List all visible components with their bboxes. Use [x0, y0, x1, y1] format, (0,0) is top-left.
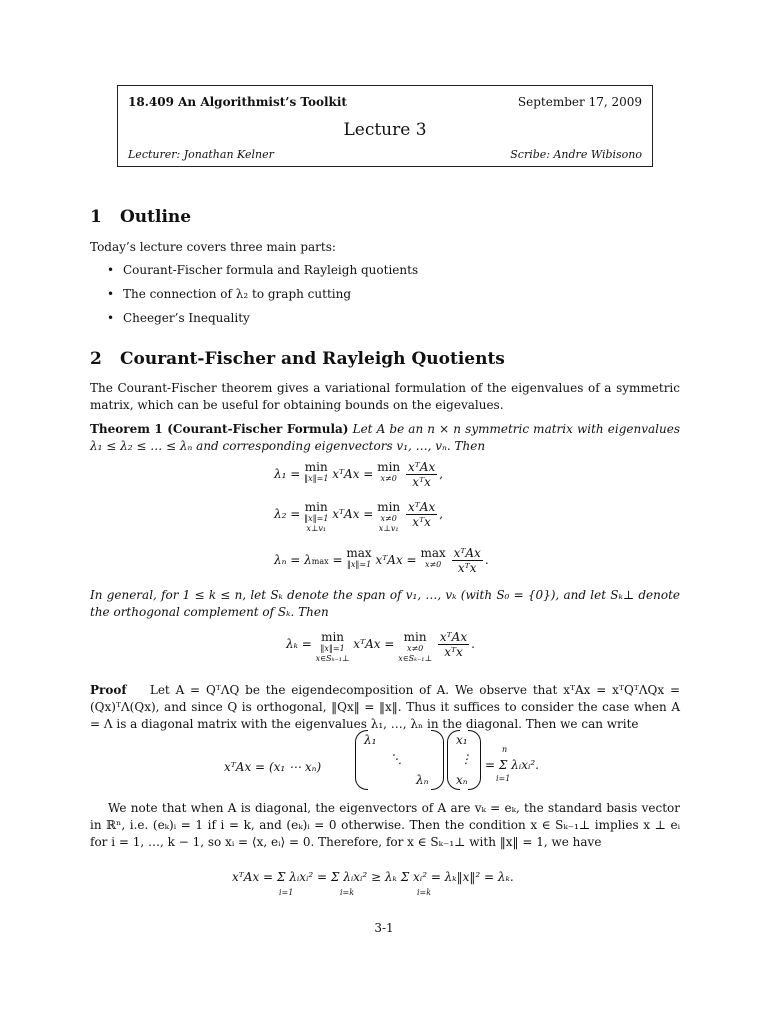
list-item: • Courant-Fischer formula and Rayleigh quotients: [105, 262, 418, 286]
limit-text: ‖x‖=1: [346, 560, 372, 569]
eq-middle: xᵀAx =: [332, 507, 378, 521]
section-number: 1: [90, 207, 102, 227]
min-word: min: [403, 630, 427, 644]
punctuation: ,: [439, 507, 444, 521]
limit-text: x≠0: [406, 644, 424, 653]
limit-text: x∈Sₖ₋₁⊥: [315, 654, 350, 663]
eq-lhs: λ₂ =: [274, 507, 305, 521]
numerator: xᵀAx: [439, 630, 468, 644]
min-operator: [377, 500, 400, 534]
section-title: Outline: [120, 207, 192, 227]
header-top-row: [128, 95, 642, 109]
limit-text: x≠0: [380, 514, 397, 523]
max-operator: [420, 546, 445, 570]
equation-lambdak: [286, 630, 475, 664]
equation-final: xᵀAx = Σ λᵢxᵢ² = Σ λᵢxᵢ² ≥ λₖ Σ xᵢ² = λₖ‖x‖² = λₖ.: [232, 870, 514, 884]
theorem-1: [90, 421, 680, 455]
min-operator: [316, 630, 350, 664]
lecturer-name: Lecturer: Jonathan Kelner: [128, 148, 274, 161]
numerator: xᵀAx: [453, 546, 481, 560]
proof-label: Proof: [90, 683, 127, 697]
limit-text: x⊥v₁: [306, 524, 327, 533]
eq-middle: xᵀAx =: [332, 467, 378, 481]
section2-intro: The Courant-Fischer theorem gives a variational formulation of the eigenvalues of a symmetric matrix, which can be useful for obtaining bounds on the eigevalues.: [90, 381, 680, 412]
col-entry-xn: xₙ: [456, 773, 468, 787]
diag-dots: ⋱: [390, 752, 402, 766]
rayleigh-fraction: [438, 630, 469, 659]
equation-lambdan: λₙ = λmax = max ‖x‖=1 xᵀAx = max x≠0 $\frac{\text{xᵀAx}}{\text{xᵀx}}$ .: [274, 546, 489, 575]
limit-text: ‖x‖=1: [304, 474, 329, 483]
vector-right-paren: [468, 730, 481, 790]
equation-lambda1: [274, 460, 443, 489]
limit-text: x≠0: [424, 560, 442, 569]
col-entry-x1: x₁: [456, 733, 468, 747]
numerator: xᵀAx: [407, 460, 436, 474]
subscript-max: max: [311, 557, 329, 566]
eq-middle: xᵀAx =: [375, 553, 421, 567]
max-operator: [346, 546, 371, 570]
proof-text: Let A = QᵀΛQ be the eigendecomposition of A. We observe that xᵀAx = xᵀQᵀΛQx = (Qx)ᵀΛ(Qx), and since Q is orthogonal, ‖Qx‖ = ‖x‖. Thus it suffices to consider the case when A = Λ is a diagonal matrix with the eigenvalues λ₁, …, λₙ in the diagonal. Then we can write: [90, 683, 680, 731]
diagonal-note: We note that when A is diagonal, the eigenvectors of A are vₖ = eₖ, the standard basis vector in ℝⁿ, i.e. (eₖ)ᵢ = 1 if i = k, and (eₖ)ᵢ = 0 otherwise. Then the condition x ∈ Sₖ₋₁⊥ implies x ⊥ eᵢ for i = 1, …, k − 1, so xᵢ = ⟨x, eᵢ⟩ = 0. Therefore, for x ∈ Sₖ₋₁⊥ with ‖x‖ = 1, we have: [90, 801, 680, 849]
max-word: max: [420, 546, 446, 560]
eq-lhs: λₖ =: [286, 637, 316, 651]
limit-text: ‖x‖=1: [304, 514, 329, 523]
min-operator: [304, 460, 328, 484]
min-word: min: [377, 500, 401, 514]
denominator: xᵀx: [412, 475, 431, 489]
lecture-header-box: [117, 85, 653, 167]
sum-lower-limit: i=k: [340, 888, 355, 897]
max-word: max: [346, 546, 372, 560]
sum-expression: = Σ λᵢxᵢ².: [485, 758, 539, 772]
eq-middle: xᵀAx =: [353, 637, 399, 651]
limit-text: x≠0: [380, 474, 397, 483]
eq-lhs: λ₁ =: [274, 467, 305, 481]
course-title: 18.409 An Algorithmist’s Toolkit: [128, 95, 347, 109]
theorem-title: Theorem 1 (Courant-Fischer Formula): [90, 422, 349, 436]
rayleigh-fraction: [406, 460, 437, 489]
list-item: • The connection of λ₂ to graph cutting: [105, 286, 418, 310]
denominator: xᵀx: [412, 515, 431, 529]
diag-entry-ln: λₙ: [416, 773, 429, 787]
header-bottom-row: [128, 148, 642, 161]
lecture-title: Lecture 3: [343, 120, 427, 140]
eq-lhs: λₙ = λ: [274, 553, 312, 567]
equation-lambda2: [274, 500, 443, 534]
section-number: 2: [90, 349, 102, 369]
sum-lower-limit: i=k: [417, 888, 432, 897]
min-word: min: [304, 460, 328, 474]
punctuation: .: [471, 637, 475, 651]
diag-entry-l1: λ₁: [364, 733, 377, 747]
proof-paragraph: [90, 682, 680, 733]
lecture-date: September 17, 2009: [517, 95, 642, 109]
theorem-statement: Let A be an n × n symmetric matrix with eigenvalues λ₁ ≤ λ₂ ≤ … ≤ λₙ and corresponding eigenvectors v₁, …, vₙ. Then: [90, 422, 680, 453]
eq-lhs: xᵀAx =: [224, 760, 269, 774]
limit-text: x⊥v₁: [378, 524, 399, 533]
col-dots: ⋮: [460, 752, 472, 766]
list-item: • Cheeger’s Inequality: [105, 310, 418, 334]
sum-lower-limit: i=1: [496, 774, 511, 783]
outline-bullet-list: [105, 262, 418, 334]
limit-text: ‖x‖=1: [320, 644, 345, 653]
section-title: Courant-Fischer and Rayleigh Quotients: [120, 349, 505, 369]
punctuation: ,: [439, 467, 444, 481]
limit-text: x∈Sₖ₋₁⊥: [398, 654, 433, 663]
sum-lower-limit: i=1: [279, 888, 294, 897]
min-word: min: [377, 460, 401, 474]
min-operator: [398, 630, 432, 664]
outline-intro: Today’s lecture covers three main parts:: [90, 240, 336, 254]
punctuation: .: [484, 553, 489, 567]
min-operator: [304, 500, 328, 534]
matrix-right-paren: [431, 730, 444, 790]
rayleigh-fraction: [452, 546, 483, 575]
general-statement: In general, for 1 ≤ k ≤ n, let Sₖ denote the span of v₁, …, vₖ (with S₀ = {0}), and let Sₖ⊥ denote the orthogonal complement of Sₖ. Then: [90, 588, 680, 619]
section-heading-outline: [90, 207, 191, 227]
section-heading-courant-fischer: [90, 349, 505, 369]
numerator: xᵀAx: [407, 500, 436, 514]
sum-upper-limit: n: [502, 745, 508, 754]
min-word: min: [304, 500, 328, 514]
denominator: xᵀx: [444, 645, 463, 659]
rayleigh-fraction: [406, 500, 437, 529]
page-number: 3-1: [374, 921, 394, 935]
equation-diagonal-form: [224, 760, 321, 774]
min-operator: [377, 460, 400, 484]
min-word: min: [321, 630, 345, 644]
denominator: xᵀx: [457, 561, 477, 575]
scribe-name: Scribe: Andre Wibisono: [510, 148, 642, 161]
row-vector: (x₁ ⋯ xₙ): [268, 760, 322, 774]
